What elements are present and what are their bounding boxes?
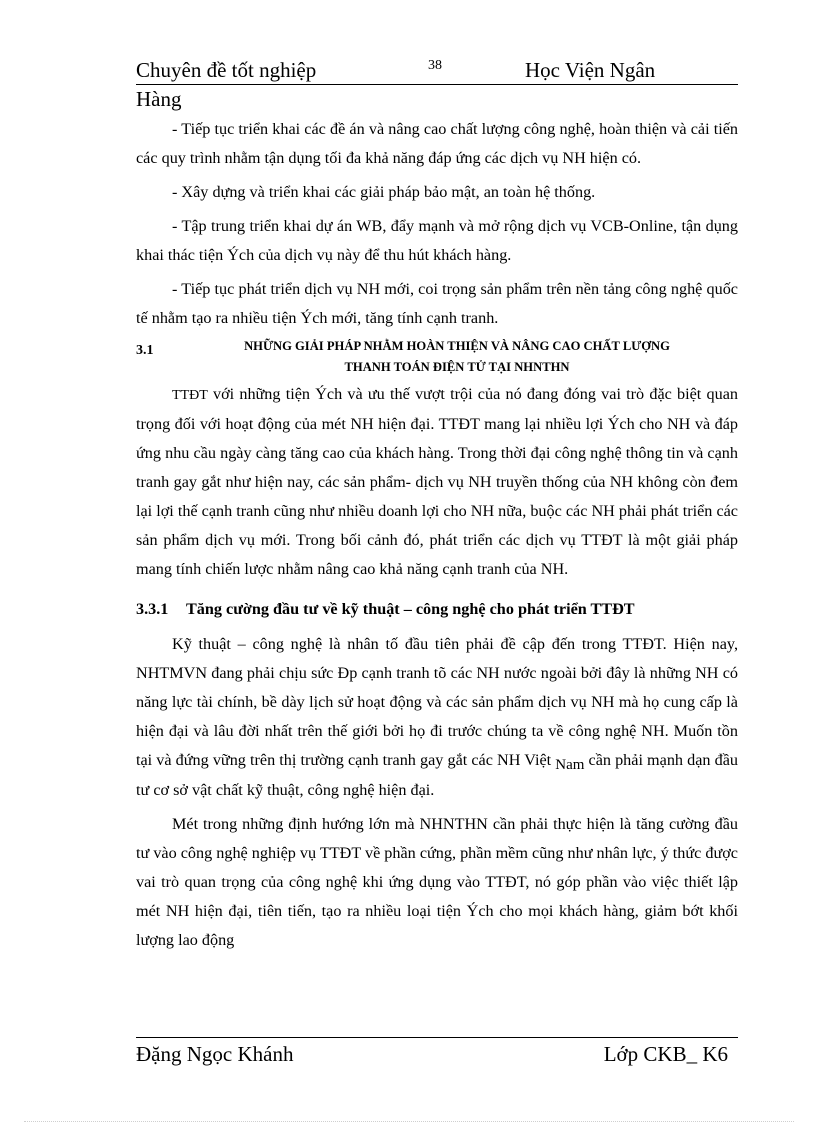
paragraph-text: với những tiện Ých và ưu thế vượt trội của nó đang đóng vai trò đặc biệt quan trọng đối với hoạt động của mét NH hiện đại. TTĐT mang lại nhiều lợi Ých cho NH và đáp ứng nhu cầu ngày càng tăng cao của khách hàng. Trong thời đại công nghệ thông tin và cạnh tranh gay gắt như hiện nay, các sản phẩm- dịch vụ NH truyền thống của NH không còn đem lại lợi thế cạnh tranh cũng như nhiều doanh lợi cho NH nữa, buộc các NH phải phát triển các sản phẩm dịch vụ mới. Trong bối cảnh đó, phát triển các dịch vụ TTĐT là một giải pháp mang tính chiến lược nhằm nâng cao khả năng cạnh tranh của NH. xyxy=(136,385,738,578)
header-institution-continuation: Hàng xyxy=(136,87,182,111)
page-header xyxy=(136,58,738,85)
footer-author: Đặng Ngọc Khánh xyxy=(136,1042,294,1066)
bullet-paragraph: - Tiếp tục triển khai các đề án và nâng cao chất lượng công nghệ, hoàn thiện và cải tiến các quy trình nhằm tận dụng tối đa khả năng đáp ứng các dịch vụ NH hiện có. xyxy=(136,120,738,167)
section-number: 3.3.1 xyxy=(136,600,169,618)
header-title: Chuyên đề tốt nghiệp xyxy=(136,58,317,82)
section-title: Tăng cường đầu tư về kỹ thuật – công nghệ cho phát triển TTĐT xyxy=(186,600,635,618)
tech-paragraph xyxy=(136,630,738,805)
bullet-paragraph: - Tiếp tục phát triển dịch vụ NH mới, coi trọng sản phẩm trên nền tảng công nghệ quốc tế nhằm tạo ra nhiều tiện Ých mới, tăng tính cạnh tranh. xyxy=(136,280,738,327)
bullet-paragraph: - Tập trung triển khai dự án WB, đẩy mạnh và mở rộng dịch vụ VCB-Online, tận dụng khai thác tiện Ých của dịch vụ này để thu hút khách hàng. xyxy=(136,217,738,264)
section-heading-3-3-1 xyxy=(136,595,738,624)
section-heading-3-1 xyxy=(136,336,738,380)
intro-paragraph xyxy=(136,380,738,584)
document-body xyxy=(136,115,738,955)
section-title-line: NHỮNG GIẢI PHÁP NHẰM HOÀN THIỆN VÀ NÂNG CAO CHẤT LƯỢNG xyxy=(244,339,670,353)
bullet-paragraph: - Xây dựng và triển khai các giải pháp bảo mật, an toàn hệ thống. xyxy=(172,183,596,201)
lead-abbreviation: TTĐT xyxy=(172,388,208,403)
orientation-paragraph: Mét trong những định hướng lớn mà NHNTHN cần phải thực hiện là tăng cường đầu tư vào công nghệ nghiệp vụ TTĐT về phần cứng, phần mềm cũng như nhân lực, ý thức được vai trò quan trọng của công nghệ khi ứng dụng vào TTĐT, nó góp phần vào việc thiết lập mét NH hiện đại, tiên tiến, tạo ra nhiều loại tiện Ých cho mọi khách hàng, giảm bớt khối lượng lao động xyxy=(136,815,738,949)
section-number: 3.1 xyxy=(136,343,154,358)
paragraph-text: cần phải mạnh dạn đầu tư cơ sở vật chất kỹ thuật, công nghệ hiện đại. xyxy=(136,751,738,799)
footer-class: Lớp CKB_ K6 xyxy=(603,1042,728,1066)
paragraph-text: Kỹ thuật – công nghệ là nhân tố đầu tiên phải đề cập đến trong TTĐT. Hiện nay, NHTMVN đang phải chịu sức Ðp cạnh tranh tõ các NH nước ngoài bởi đây là những NH có năng lực tài chính, bề dày lịch sử hoạt động và các sản phẩm dịch vụ NH mà họ cung cấp là hiện đại và lâu đời nhất trên thế giới bởi họ đi trước chúng ta về công nghệ NH. Muốn tồn tại và đứng vững trên thị trường cạnh tranh gay gắt các NH Việt xyxy=(136,635,738,769)
paragraph-text-word: Nam xyxy=(555,757,585,773)
section-title xyxy=(176,336,738,378)
page-footer xyxy=(136,1037,738,1074)
header-institution: Học Viện Ngân xyxy=(525,58,656,82)
page-number: 38 xyxy=(428,58,442,73)
page-edge-divider xyxy=(24,1121,794,1122)
section-title-line: THANH TOÁN ĐIỆN TỬ TẠI NHNTHN xyxy=(344,360,570,374)
